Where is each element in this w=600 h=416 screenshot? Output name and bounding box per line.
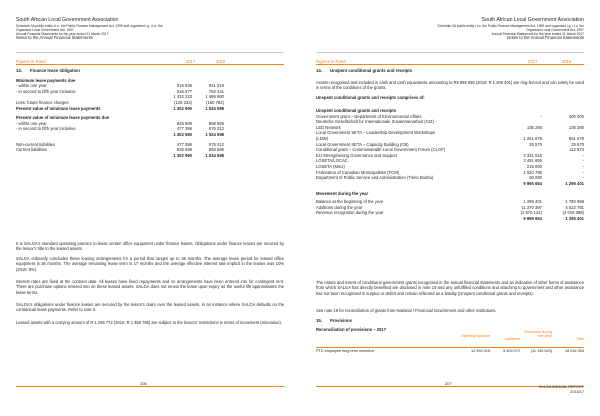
figures-label: Figures in Rand bbox=[316, 59, 346, 64]
minpay-title: Minimum lease payments due bbox=[16, 77, 76, 83]
year-2017: 2017 bbox=[528, 59, 538, 64]
divider bbox=[16, 52, 284, 53]
prov-row-label: PTC employee long term incentive bbox=[316, 349, 375, 353]
total-row: 1 302 990 1 534 598 bbox=[173, 131, 224, 137]
lease-paragraph-5: Leased assets with a carrying amount of R 1 255 772 (2016: R 1 459 785) are subject to the lessors' restrictions in terms of movement (relocation). bbox=[16, 320, 282, 325]
divider bbox=[316, 52, 584, 53]
header-line2: Organised Local Government Act, 1997 bbox=[16, 27, 74, 32]
table-row: LED Network 105 280 105 280 bbox=[316, 124, 584, 130]
total-row: 9 995 654 1 295 401 bbox=[523, 215, 584, 221]
table-row: Current liabilities 825 599 858 586 bbox=[16, 147, 224, 153]
year-2017: 2017 bbox=[186, 59, 196, 64]
report-year: 2016/17 bbox=[570, 389, 584, 394]
table-row: Non-current liabilities 477 396 676 012 bbox=[16, 141, 224, 147]
header-line2: Organised Local Government Act, 1997 bbox=[526, 27, 584, 32]
left-header bbox=[16, 18, 163, 40]
report-title: SALGA ANNUAL REPORT bbox=[538, 385, 584, 389]
col-additions: Additions bbox=[504, 337, 520, 341]
total-row: 9 995 654 1 295 401 bbox=[523, 180, 584, 186]
table-row: - within one year 825 599 858 586 bbox=[16, 120, 224, 126]
org-name: South African Local Government Association bbox=[16, 17, 119, 23]
pv-title: Present value of minimum lease payments due bbox=[16, 115, 110, 121]
recon-title: Reconciliation of provisions – 2017 bbox=[316, 326, 387, 332]
figures-label: Figures in Rand bbox=[16, 59, 46, 64]
table-row: Local Government SETA – Capacity Building (CB) 25 570 25 570 bbox=[316, 141, 584, 147]
prov-section-number: 15. bbox=[316, 318, 322, 323]
year-2016: 2016 bbox=[562, 59, 572, 64]
prov-title: Provisions bbox=[330, 318, 352, 323]
table-row: Federation of Canadian Municipalities (FCM) 1 520 795 - bbox=[316, 169, 584, 175]
table-row: (LDW) 1 251 878 651 678 bbox=[316, 135, 584, 141]
table-row: Government grant – Department of Environmental Affairs - 400 000 bbox=[316, 113, 584, 119]
grants-subtitle: Unspent conditional grants and receipts bbox=[316, 108, 397, 113]
prov-total-value: 16 234 394 bbox=[564, 349, 584, 353]
subtotal-row: 1 432 223 1 695 960 bbox=[173, 94, 224, 100]
finance-lease-section bbox=[16, 68, 246, 158]
table-row: Additions during the year 11 270 397 4 522 791 bbox=[316, 204, 584, 210]
unspent-grants-section bbox=[316, 68, 584, 74]
org-name: South African Local Government Association bbox=[481, 17, 584, 23]
prov-reversed-value: (11 145 523) bbox=[530, 349, 552, 353]
col-total: Total bbox=[575, 337, 584, 341]
year-2016: 2016 bbox=[216, 59, 226, 64]
header-notes: Notes to the Annual Financial Statements bbox=[16, 35, 93, 41]
table-row: Revenue recognition during the year (2 570 124) (4 018 388) bbox=[316, 210, 584, 216]
section-title: Finance lease obligation bbox=[30, 68, 80, 73]
section-number: 14. bbox=[316, 68, 322, 73]
lease-paragraph-2: SALGA ordinarily concludes these leasing arrangements for a period that ranges up to 36 months. The average lease period for leased office equipment is 36 months. The average remaining lease term is 17 months and the average effective interest rate implicit in the leases was 10% (2016: 9%). bbox=[16, 256, 284, 272]
col-reversed: Reversed during the year bbox=[524, 330, 552, 339]
table-row: LGSETA (MoU) 215 000 - bbox=[316, 163, 584, 169]
grants-table bbox=[316, 108, 584, 221]
table-row: EU Strengthening Governance and Support 3 331 016 - bbox=[316, 152, 584, 158]
comprises-label: Unspent conditional grants and receipts comprises of: bbox=[316, 95, 425, 100]
section-number: 13. bbox=[16, 68, 22, 73]
section-title: Unspent conditional grants and receipts bbox=[330, 68, 413, 73]
grants-paragraph-1: The nature and extent of conditional government grants recognised in the annual financial statements and an indication of other forms of assistance from which SALGA has directly benefited are disclosed in note 19 and any unfulfilled conditions and attaching to government and other assistance has not been recognised in surplus or deficit and remain reflected as a liability (Unspent conditional grants and receipts). bbox=[316, 280, 584, 296]
report-footer bbox=[539, 385, 584, 394]
table-row: - in second to fifth year inclusive 516 677 753 441 bbox=[16, 88, 224, 94]
total-row: Present value of minimum lease payments 1 302 990 1 534 598 bbox=[16, 105, 224, 111]
prov-additions-value: 5 409 072 bbox=[503, 349, 520, 353]
header-line3: Annual Financial Statements for the year ended 31 March 2017 bbox=[491, 31, 584, 36]
page-number-left: 206 bbox=[140, 381, 147, 386]
lease-paragraph-3: Interest rates are fixed at the contract date. All leases have fixed repayments and no arrangements have been entered into for contingent rent. There are purchase options entered into on these leased assets. SALGA does not renew the lease upon expiry as the useful life approximates the lease terms. bbox=[16, 279, 284, 295]
table-row: Local Government SETA – Leadership Development Workshops bbox=[316, 130, 436, 136]
prov-opening-value: 12 992 415 bbox=[470, 349, 490, 353]
figures-rule bbox=[16, 64, 284, 65]
header-line3: Annual Financial Statements for the year ended 31 March 2017 bbox=[16, 31, 109, 36]
header-line1: Schedule 3A public entity i.t.o. the Public Finance Management Act, 1999 and organised l.g. i.t.o. the bbox=[437, 23, 584, 28]
grants-paragraph-2: See note 19 for reconciliation of grants from National / Provincial Government and other institutions. bbox=[316, 308, 497, 313]
table-row: Balance at the beginning of the year 1 295 401 1 790 998 bbox=[316, 198, 584, 204]
unspent-intro: Assets recognised and included in cash and cash equivalents amounting to R9 995 659 (2016: R 1 208 401) are ring-fenced and can solely be used in terms of the conditions of the grants. bbox=[316, 80, 584, 91]
table-row: - in second to fifth year inclusive 477 396 676 012 bbox=[16, 126, 224, 132]
movement-title: Movement during the year bbox=[316, 191, 369, 197]
col-opening-balance: Opening Balance bbox=[460, 334, 490, 338]
table-row: Department of Public Service and Administration (Tirelo Bosha) 50 090 - bbox=[316, 175, 584, 181]
right-page bbox=[300, 0, 600, 416]
table-row: Conditional grant – Commonwealth Local Government Forum (CLGF) - 112 873 bbox=[316, 147, 584, 153]
prov-header-rule bbox=[316, 347, 584, 348]
right-header bbox=[437, 18, 584, 40]
header-notes: Notes to the Annual Financial Statements bbox=[507, 35, 584, 41]
table-row: Less: future finance charges (129 233) (160 782) bbox=[16, 99, 224, 105]
lease-paragraph-4: SALGA's obligations under finance leases are secured by the lessor's claim over the leased assets, in an instance where SALGA defaults on the contractual lease payments. Refer to note 3. bbox=[16, 302, 284, 313]
page-number-right: 207 bbox=[445, 381, 452, 386]
lease-paragraph-1: It is SALGA's standard operating practice to lease certain office equipment under finance leases. Obligations under finance leases are secured by the lessor's title to the leased assets. bbox=[16, 241, 284, 252]
header-line1: Schedule 3A public entity i.t.o. the Public Finance Management Act, 1999 and organised l.g. i.t.o. the bbox=[16, 23, 163, 28]
figures-rule bbox=[316, 64, 584, 65]
table-row: Deutsche Gesellschaft fur Internationale Zusammenarbeit (GIZ) - bbox=[316, 119, 437, 125]
table-row: LGSETA/LOCAC 3 491 655 - bbox=[316, 158, 584, 164]
footer-rule bbox=[16, 386, 284, 387]
table-row: - within one year 915 546 941 519 bbox=[16, 83, 224, 89]
total-row: 1 302 990 1 534 598 bbox=[173, 152, 224, 158]
